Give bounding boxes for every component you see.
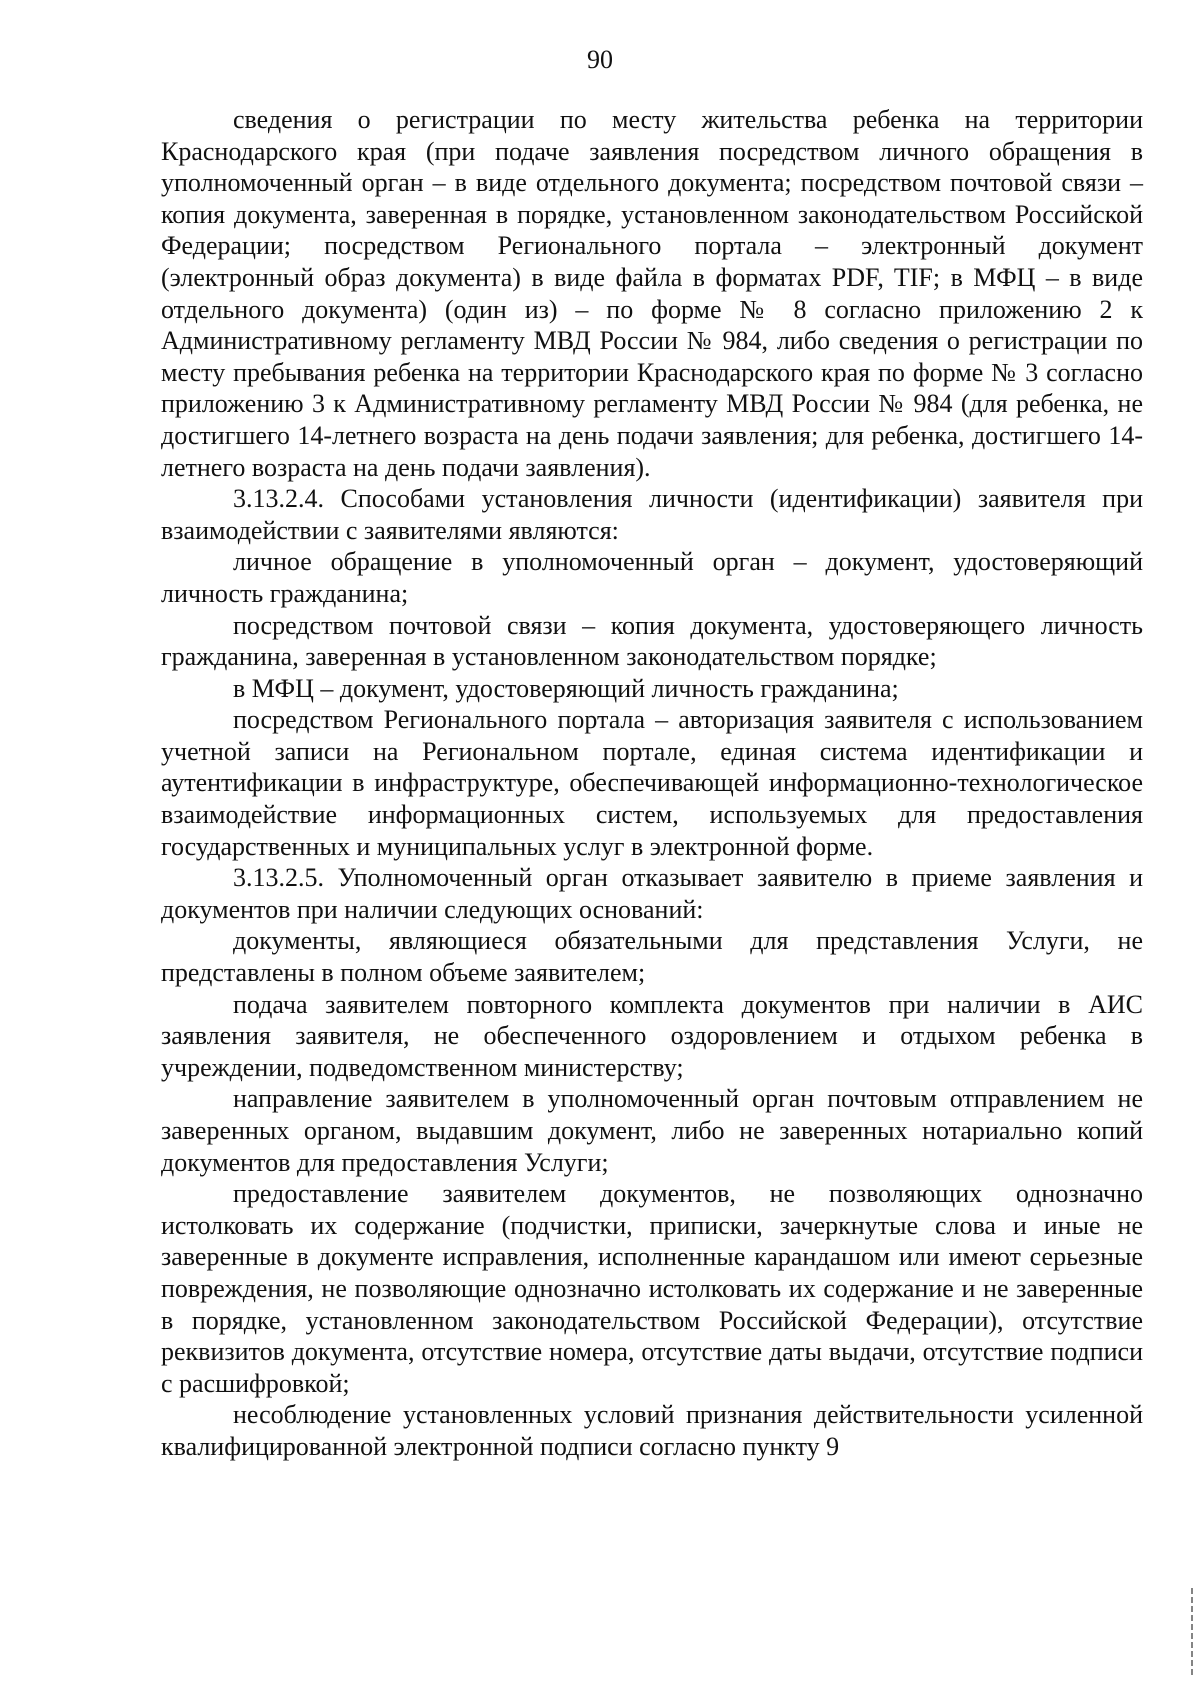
paragraph: подача заявителем повторного комплекта документов при наличии в АИС заявления заявителя, не обеспеченного оздоровлением и отдыхом ребенка в учреждении, подведомственном министерству; (161, 989, 1143, 1082)
paragraph: предоставление заявителем документов, не позволяющих однозначно истолковать их содержание (подчистки, приписки, зачеркнутые слова и иные не заверенные в документе исправления, исполненные карандашом или имеют серьезные повреждения, не позволяющие однозначно истолковать их содержание и не заверенные в порядке, установленном законодательством Российской Федерации), отсутствие реквизитов документа, отсутствие номера, отсутствие даты выдачи, отсутствие подписи с расшифровкой; (161, 1179, 1143, 1398)
scan-edge-mark (1191, 1588, 1193, 1678)
paragraph: 3.13.2.4. Способами установления личности (идентификации) заявителя при взаимодействии с заявителями являются: (161, 484, 1143, 545)
paragraph: сведения о регистрации по месту жительства ребенка на территории Краснодарского края (при подаче заявления посредством личного обращения в уполномоченный орган – в виде отдельного документа; посредством почтовой связи – копия документа, заверенная в порядке, установленном законодательством Российской Федерации; посредством Регионального портала – электронный документ (электронный образ документа) в виде файла в форматах PDF, TIF; в МФЦ – в виде отдельного документа) (один из) – по форме № 8 согласно приложению 2 к Административному регламенту МВД России № 984, либо сведения о регистрации по месту пребывания ребенка на территории Краснодарского края по форме № 3 согласно приложению 3 к Административному регламенту МВД России № 984 (для ребенка, не достигшего 14-летнего возраста на день подачи заявления; для ребенка, достигшего 14-летнего возраста на день подачи заявления). (161, 105, 1143, 482)
paragraph: документы, являющиеся обязательными для представления Услуги, не представлены в полном объеме заявителем; (161, 926, 1143, 988)
paragraph: личное обращение в уполномоченный орган – документ, удостоверяющий личность гражданина; (161, 547, 1143, 608)
paragraph: 3.13.2.5. Уполномоченный орган отказывает заявителю в приеме заявления и документов при наличии следующих оснований: (161, 863, 1143, 924)
paragraph: направление заявителем в уполномоченный орган почтовым отправлением не заверенных органом, выдавшим документ, либо не заверенных нотариально копий документов для предоставления Услуги; (161, 1084, 1143, 1177)
paragraph: посредством почтовой связи – копия документа, удостоверяющего личность гражданина, заверенная в установленном законодательством порядке; (161, 610, 1143, 672)
document-body (161, 104, 1143, 1463)
paragraph: в МФЦ – документ, удостоверяющий личность гражданина; (233, 673, 899, 703)
paragraph: несоблюдение установленных условий признания действительности усиленной квалифицированной электронной подписи согласно пункту 9 (161, 1400, 1143, 1461)
paragraph: посредством Регионального портала – авторизация заявителя с использованием учетной записи на Региональном портале, единая система идентификации и аутентификации в инфраструктуре, обеспечивающей информационно-технологическое взаимодействие информационных систем, используемых для предоставления государственных и муниципальных услуг в электронной форме. (161, 705, 1143, 861)
page-number: 90 (587, 45, 613, 74)
